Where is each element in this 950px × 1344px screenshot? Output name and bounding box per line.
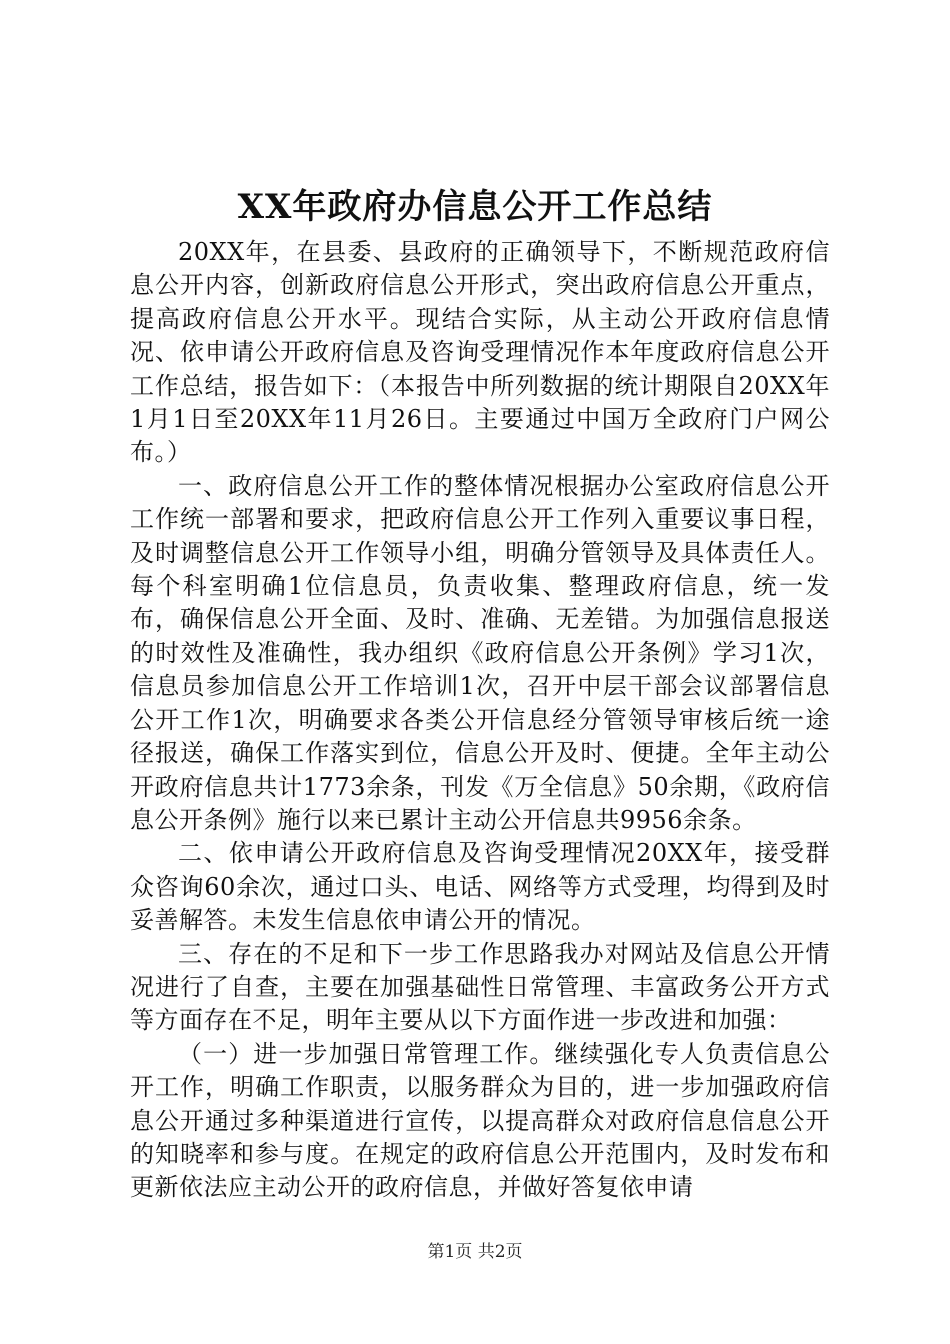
paragraph-section-1: 一、政府信息公开工作的整体情况根据办公室政府信息公开工作统一部署和要求，把政府信息公开工作列入重要议事日程，及时调整信息公开工作领导小组，明确分管领导及具体责任人。每个科室明确1位信息员，负责收集、整理政府信息，统一发布，确保信息公开全面、及时、准确、无差错。为加强信息报送的时效性及准确性，我办组织《政府信息公开条例》学习1次，信息员参加信息公开工作培训1次，召开中层干部会议部署信息公开工作1次，明确要求各类公开信息经分管领导审核后统一途径报送，确保工作落实到位，信息公开及时、便捷。全年主动公开政府信息共计1773余条，刊发《万全信息》50余期，《政府信息公开条例》施行以来已累计主动公开信息共9956余条。 (130, 471, 830, 834)
document-body (130, 236, 830, 1205)
page-footer: 第1页 共2页 (427, 1242, 523, 1262)
document-title: XX年政府办信息公开工作总结 (237, 187, 713, 227)
paragraph-section-3: 三、存在的不足和下一步工作思路我办对网站及信息公开情况进行了自查，主要在加强基础性日常管理、丰富政务公开方式等方面存在不足，明年主要从以下方面作进一步改进和加强： (130, 939, 830, 1035)
paragraph-subsection-1: （一）进一步加强日常管理工作。继续强化专人负责信息公开工作，明确工作职责，以服务群众为目的，进一步加强政府信息公开通过多种渠道进行宣传，以提高群众对政府信息信息公开的知晓率和参与度。在规定的政府信息公开范围内，及时发布和更新依法应主动公开的政府信息，并做好答复依申请 (130, 1039, 830, 1202)
paragraph-section-2: 二、依申请公开政府信息及咨询受理情况20XX年，接受群众咨询60余次，通过口头、电话、网络等方式受理，均得到及时妥善解答。未发生信息依申请公开的情况。 (130, 839, 830, 935)
paragraph-intro: 20XX年，在县委、县政府的正确领导下，不断规范政府信息公开内容，创新政府信息公开形式，突出政府信息公开重点，提高政府信息公开水平。现结合实际，从主动公开政府信息情况、依申请公开政府信息及咨询受理情况作本年度政府信息公开工作总结，报告如下：（本报告中所列数据的统计期限自20XX年1月1日至20XX年11月26日。主要通过中国万全政府门户网公布。） (130, 238, 830, 467)
